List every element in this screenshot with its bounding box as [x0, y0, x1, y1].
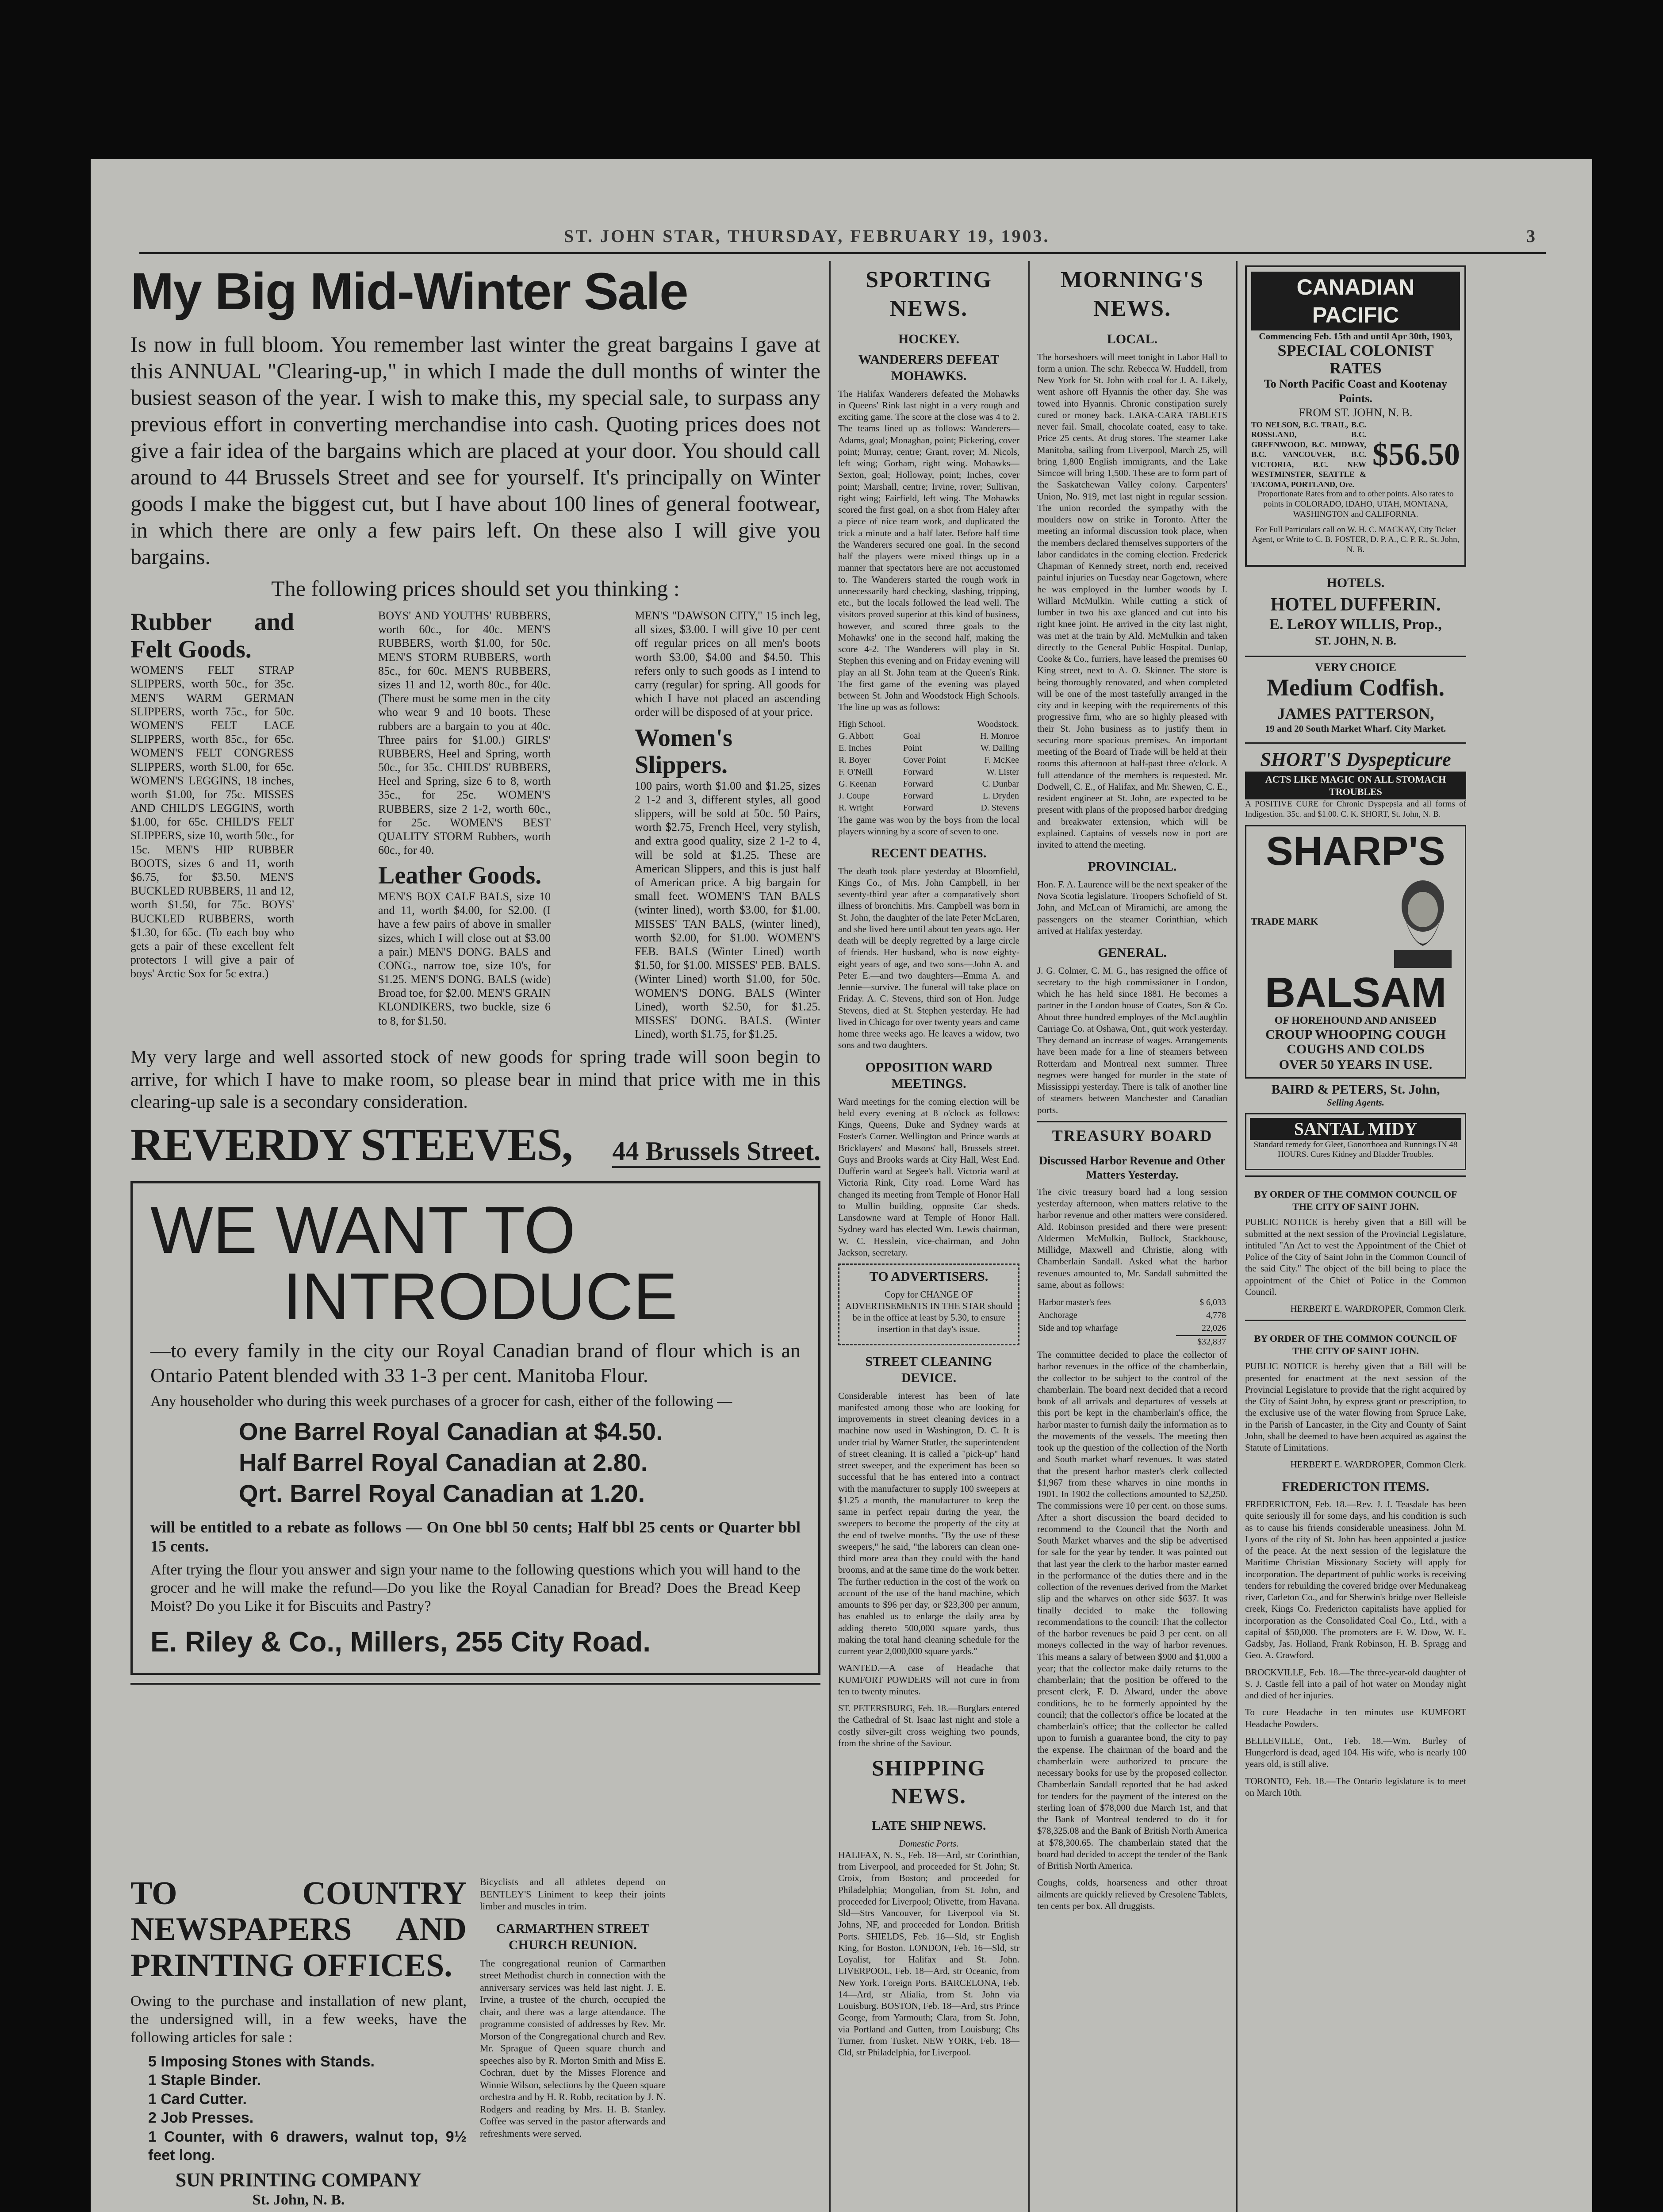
sharps-portrait-row — [1251, 875, 1460, 968]
cpr-to: To North Pacific Coast and Kootenay Points. — [1264, 377, 1448, 405]
santal-text: Standard remedy for Gleet, Gonorrhoea and Runnings IN 48 HOURS. Cures Kidney and Bladder Troubles. — [1253, 1140, 1458, 1160]
hockey-heading: HOCKEY. — [898, 332, 960, 346]
santal-name: SANTAL MIDY — [1250, 1118, 1461, 1140]
list-item: 1 Staple Binder. — [148, 2072, 261, 2089]
belleville-note: BELLEVILLE, Ont., Feb. 18.—Wm. Burley of Hungerford is dead, aged 104. His wife, who is nearly 100 years old, is still alive. — [1245, 1735, 1466, 1770]
cpr-price: $56.50 — [1372, 437, 1460, 472]
list-item: 1 Card Cutter. — [148, 2090, 247, 2108]
table-row: J. Coupe Forward L. Dryden — [839, 791, 1019, 801]
petersburg-note: ST. PETERSBURG, Feb. 18.—Burglars entered the Cathedral of St. Isaac last night and stole a costly silver-gilt cross weighing two pounds, from the shrine of the Saviour. — [838, 1703, 1019, 1748]
dyspepticure-text: A POSITIVE CURE for Chronic Dyspepsia and all forms of Indigestion. 35c. and $1.00. C. K. SHORT, St. John, N. B. — [1245, 799, 1466, 819]
list-item: 1 Counter, with 6 drawers, walnut top, 9½ feet long. — [148, 2128, 467, 2164]
lineup-col-head: Woodstock. — [977, 719, 1019, 729]
dyspepticure-name: SHORT'S Dyspepticure — [1260, 749, 1451, 771]
local-heading: LOCAL. — [1107, 332, 1158, 346]
sale-ad-address: 44 Brussels Street. — [612, 1137, 820, 1168]
column-rule — [829, 261, 831, 2212]
notice-2-heading: BY ORDER OF THE COMMON COUNCIL OF THE CITY OF SAINT JOHN. — [1254, 1333, 1457, 1356]
hotel-owner: E. LeROY WILLIS, Prop., — [1269, 616, 1442, 633]
cpr-ad — [1245, 265, 1466, 567]
cpr-special: SPECIAL COLONIST RATES — [1277, 342, 1434, 377]
notice-2-text: PUBLIC NOTICE is hereby given that a Bill will be presented for enactment at the next session of the Provincial Legislature to provide that the right acquired by the City of Saint John, by express grant or prescription, to the exclusive use of the water flowing from Spruce Lake, in the Parish of Lancaster, in the City and County of Saint John, shall be deemed to have been acquired as against the Statute of Limitations. — [1245, 1361, 1466, 1453]
sharps-ad — [1245, 825, 1466, 1079]
cpr-from: FROM ST. JOHN, N. B. — [1299, 406, 1413, 419]
rubber-column — [130, 609, 294, 1046]
left-ads-column — [130, 262, 820, 1693]
lineup-table — [838, 718, 1019, 814]
general-heading: GENERAL. — [1098, 945, 1167, 960]
sharps-trade: TRADE MARK — [1251, 916, 1318, 927]
codfish-seller: JAMES PATTERSON, — [1277, 705, 1434, 723]
womens-heading: Women's Slippers. — [635, 724, 732, 779]
advertisers-text: Copy for CHANGE OF ADVERTISEMENTS IN THE STAR should be in the office at least by 5.30, to ensure insertion in that day's issue. — [845, 1289, 1013, 1335]
column-rule — [1028, 261, 1030, 2212]
printing-ad-title: TO COUNTRY NEWSPAPERS AND PRINTING OFFICES. — [130, 1875, 467, 1984]
wanted-note: WANTED.—A case of Headache that KUMFORT POWDERS will not cure in from ten to twenty minutes. — [838, 1663, 1019, 1697]
table-row: Harbor master's fees $ 6,033 — [1038, 1298, 1226, 1307]
sharps-agents2: Selling Agents. — [1327, 1097, 1384, 1108]
toronto-note: TORONTO, Feb. 18.—The Ontario legislature is to meet on March 10th. — [1245, 1775, 1466, 1798]
dyspepticure-ad — [1245, 742, 1466, 820]
flour-ad-signoff: E. Riley & Co., Millers, 255 City Road. — [150, 1626, 651, 1658]
recent-deaths-text: The death took place yesterday at Bloomfield, Kings Co., of Mrs. John Campbell, in her seventy-third year after a comparatively short illness of bronchitis. Mrs. Campbell was born in St. John, the daughter of the late Peter McLaren, and she lived here until about ten years ago. Her death will be deeply regretted by a large circle of friends. Her husband, who is now eighty-eight years of age, and two sons—John A. and Peter E.—and two daughters—Emma A. and Jennie—survive. The funeral will take place on Friday. A. C. Stevens, third son of Hon. Judge Stevens, died at St. Stephen yesterday. He had lived in Chicago for over twenty years and came home three weeks ago. He leaves a widow, two sons and two daughters. — [838, 865, 1019, 1051]
printing-ad-place: St. John, N. B. — [252, 2191, 345, 2208]
harbor-revenue-total: $32,837 — [1176, 1335, 1226, 1348]
local-text: The horseshoers will meet tonight in Labor Hall to form a union. The schr. Rebecca W. Huddell, from New York for St. John with coal for J. A. Likely, went ashore off Hyannis the other day. She was towed into Hyannis. Chronic constipation surely cured or money back. LAKA-CARA TABLETS never fail. Small, chocolate coated, easy to take. Price 25 cents. At drug stores. The steamer Lake Manitoba, sailing from Liverpool, March 25, will bring 1,800 English immigrants, and the Lake Simcoe will bring 1,500. These are to form part of the Saskatchewan Valley colony. Carpenters' Union, No. 919, met last night in regular session. The union recorded the sympathy with the moulders now on strike in Toronto. After the meeting an informal discussion took place, when the members declared themselves supporters of the labor candidates in the coming election. Frederick Chapman of Kennedy street, north end, received painful injuries on Tuesday near Gagetown, where he was employed in the lumber woods by J. Willard McMulkin. While cutting a stick of lumber in two his axe glanced and cut into his right knee joint. He arrived in the city last night, was met at the train by Ald. McMulkin and taken directly to the General Public Hospital. Dunlap, Cooke & Co., furriers, have leased the premises 60 King street, next to A. O. Skinner. The store is being thoroughly renovated, and when completed will be one of the most tastefully arranged in the city and in keeping with the requirements of this progressive firm, who are so highly pleased with their St. John business as to justify them in securing more spacious premises. An important meeting of the Board of Trade will be held at their rooms this afternoon at half-past three o'clock. A full attendance of the members is requested. Mr. Dodwell, C. E., of Halifax, and Mr. Shewen, C. E., resident engineer at St. John, are expected to be present with plans of the proposed harbor dredging and breakwater extension, which will be explained. Captains of vessels now in port are invited to attend the meeting. — [1037, 351, 1227, 850]
flour-ad-rebate: will be entitled to a rebate as follows — On One bbl 50 cents; Half bbl 25 cents or Quarter bbl 15 cents. — [150, 1518, 801, 1555]
advertisers-box — [838, 1263, 1019, 1345]
table-row: R. Wright Forward D. Stevens — [839, 803, 1019, 813]
cpr-price-row — [1251, 420, 1460, 490]
flour-price-list — [150, 1416, 801, 1509]
cpr-title: CANADIAN PACIFIC — [1251, 272, 1460, 330]
morning-heading: MORNING'S NEWS. — [1060, 267, 1204, 321]
opposition-heading: OPPOSITION WARD MEETINGS. — [865, 1060, 992, 1091]
sporting-heading: SPORTING NEWS. — [866, 267, 992, 321]
cpr-proportionate: Proportionate Rates from and to other points. Also rates to points in COLORADO, IDAHO, UTAH, MONTANA, WASHINGTON and CALIFORNIA. — [1257, 489, 1454, 519]
flour-price-row: Qrt. Barrel Royal Canadian at 1.20. — [239, 1479, 645, 1507]
middle-lower-column — [480, 1876, 666, 2145]
flour-ad-body: —to every family in the city our Royal Canadian brand of flour which is an Ontario Patent blended with 33 1-3 per cent. Manitoba Flour. — [150, 1339, 801, 1386]
list-item: 5 Imposing Stones with Stands. — [148, 2053, 375, 2070]
table-row: G. Abbott Goal H. Monroe — [839, 731, 1019, 741]
domestic-ports-heading: Domestic Ports. — [899, 1838, 959, 1849]
womens-items: 100 pairs, worth $1.00 and $1.25, sizes 2 1-2 and 3, different styles, all good slippers, will be sold at 50c. 50 Pairs, worth $2.75, French Heel, very stylish, and extra good quality, size 2 1-2 to 4, will be sold at $1.25. These are American Slippers, and this is just half of American price. A big bargain for small feet. WOMEN'S TAN BALS (winter lined), worth $3.00, for $1.00. MISSES' TAN BALS, (winter lined), worth $2.00, for $1.00. WOMEN'S FEB. BALS (Winter Lined) worth $1.50, for $1.00. MISSES' PEB. BALS. (Winter Lined) worth $1.00, for 50c. WOMEN'S DONG. BALS (Winter Lined), worth $2.50, for $1.25. MISSES' DONG. BALS. (Winter Lined), worth $1.75, for $1.25. — [635, 779, 820, 1041]
coughs-note: Coughs, colds, hoarseness and other throat ailments are quickly relieved by Cresolene Tablets, ten cents per box. All druggists. — [1037, 1877, 1227, 1911]
table-row — [1038, 1335, 1226, 1348]
boys-column — [378, 609, 551, 1046]
table-row: F. O'Neill Forward W. Lister — [839, 767, 1019, 777]
flour-ad-line2: INTRODUCE — [283, 1259, 678, 1334]
printing-ad-body: Owing to the purchase and installation of new plant, the undersigned will, in a few weeks, have the following articles for sale : — [130, 1993, 467, 2046]
printing-ad — [130, 1876, 467, 2212]
sharps-of: OF HOREHOUND AND ANISEED — [1274, 1014, 1437, 1026]
cpr-particulars: For Full Particulars call on W. H. C. MACKAY, City Ticket Agent, or Write to C. B. FOSTER, D. P. A., C. P. R., St. John, N. B. — [1252, 525, 1460, 555]
sporting-column — [838, 265, 1019, 2063]
carmarthen-heading: CARMARTHEN STREET CHURCH REUNION. — [496, 1921, 650, 1952]
kumfort-note: To cure Headache in ten minutes use KUMFORT Headache Powders. — [1245, 1707, 1466, 1729]
late-ship-heading: LATE SHIP NEWS. — [871, 1818, 986, 1833]
sharps-over: OVER 50 YEARS IN USE. — [1279, 1057, 1433, 1072]
sale-ad-lead: The following prices should set you thinking : — [271, 576, 680, 601]
treasury-sub: Discussed Harbor Revenue and Other Matters Yesterday. — [1039, 1154, 1226, 1182]
sharps-for: CROUP WHOOPING COUGH COUGHS AND COLDS — [1265, 1027, 1446, 1056]
notice-1 — [1245, 1175, 1466, 1314]
morning-column — [1037, 265, 1227, 1917]
treasury-heading: TREASURY BOARD — [1037, 1121, 1227, 1146]
sharps-balsam: BALSAM — [1264, 968, 1447, 1016]
match-heading: WANDERERS DEFEAT MOHAWKS. — [858, 352, 1000, 383]
womens-column — [635, 609, 820, 1046]
provincial-text: Hon. F. A. Laurence will be the next speaker of the Nova Scotia legislature. Troopers Schofield of St. John, and McLean of Miramichi, are among the passengers on the steamer Corinthian, which arrived at Halifax yesterday. — [1037, 879, 1227, 936]
general-text: J. G. Colmer, C. M. G., has resigned the office of secretary to the high commissioner in London, which he has held since 1881. He becomes a partner in the London house of Coates, Son & Co. About three hundred employes of the McLaughlin Carriage Co. at Oshawa, Ont., quit work yesterday. They demand an increase of wages. Arrangements have been made for a line of steamers between Rotterdam and Montreal next summer. Three negroes were hanged for murder in the state of Mississippi yesterday. There is talk of another line of steamers between Manchester and Canadian ports. — [1037, 965, 1227, 1115]
opposition-text: Ward meetings for the coming election will be held every evening at 8 o'clock as follows: Kings, Queens, Duke and Sydney wards at Foster's Corner. Wellington and Prince wards at Bricklayers' and Masons' hall, Brussels street. Guys and Brooks wards at City Hall, West End. Dufferin ward at Segee's hall. Victoria ward at Victoria Rink, City road. Lorne Ward has changed its meeting from Temple of Honor Hall to Mullin building, opposite Car sheds. Lansdowne ward at Temple of Honor Hall. Sydney ward has elected Wm. Lewis chairman, W. C. Hesslein, vice-chairman, and John Jackson, secretary. — [838, 1096, 1019, 1258]
rubber-heading: Rubber and Felt Goods. — [130, 608, 294, 663]
treasury-text-2: The committee decided to place the collector of harbor revenues in the office of the chamberlain, the collector to be subject to the control of the chamberlain. The board next decided that a record book of all arrivals and departures of vessels at this port be kept in the chamberlain's office, the harbor master to furnish daily the information as to the movements of the vessels. The meeting then took up the question of the collection of the North and South market wharf revenues. It was stated that the present harbor master's clerk collected $1,967 from these wharves in nine months in 1901. In 1902 the collections amounted to $2,250. The commissions were 10 per cent. on those sums. After a short discussion the board decided to recommend to the Council that the North and South Market wharves and the slip be advertised for sale for the year by tender. It was pointed out that last year the clerk to the harbor master earned in the performance of the duties there and in the collection of the revenues derived from the Market slip and the wharves on other side $637. It was finally decided to make the following recommendations to the council: That the collector of the harbor revenues be paid 3 per cent. on all moneys collected in the way of harbor revenues. This means a salary of between $900 and $1,000 a year; that the collector make daily returns to the chamberlain; that the position be offered to the present clerk, F. D. Alward, under the above conditions, he to be formerly appointed by the council; that the collector's office be located at the chamberlain's office; that the collector be called upon to furnish a guarantee bond, the city to pay the expense. The chairman of the board and the chamberlain were authorized to procure the necessary books for use by the proposed collector. Chamberlain Sandall reported that he had asked for tenders for the payment of the interest on the sterling loan of $78,000 due March 1st, and that the Bank of Montreal tendered to do it for $78,325.08 and the Bank of British North America at $78,300.65. The chamberlain stated that the board had decided to accept the tender of the Bank of British North America. — [1037, 1349, 1227, 1871]
masthead — [139, 226, 1546, 254]
street-cleaning-text: Considerable interest has been of late manifested among those who are looking for improvements in street cleaning devices in a machine now used in Washington, D. C. It is under trial by Warner Stutler, the superintendent of street cleaning. It is called a "pick-up" hand street sweeper, and the experiment has been so successful that he has entered into a contract with the manufacturer to supply 100 sweepers at $1.25 a month, the manufacturer to keep the same in perfect repair during the year, the sweepers to become the property of the city at the end of twelve months. "By the use of these sweepers," he said, "the laborers can clean one-third more area than they could with the hand brooms, and at the same time do the work better. The further reduction in the cost of the work on account of the use of the hand machine, which amounts to $96 per day, or $23,300 per annum, has enabled us to enlarge the daily area by adding thereto 500,000 square yards, thus making the total hand cleaning schedule for the current year 2,000,000 square yards." — [838, 1390, 1019, 1656]
sale-ad-closing: My very large and well assorted stock of new goods for spring trade will soon begin to arrive, for which I have to make room, so please bear in mind that price with me in this clearing-up sale is a secondary consideration. — [130, 1047, 820, 1113]
boys-items: BOYS' AND YOUTHS' RUBBERS, worth 60c., for 40c. MEN'S RUBBERS, worth $1.00, for 50c. MEN'S STORM RUBBERS, worth 85c., for 60c. MEN'S RUBBERS, sizes 11 and 12, worth 80c., for 40c. (There must be some men in the city who wear 9 and 10 boots. These rubbers are a bargain to you at 40c. Three pairs for $1.00.) GIRLS' RUBBERS, Heel and Spring, worth 50c., for 35c. CHILDS' RUBBERS, Heel and Spring, size 6 to 8, worth 35c., for 25c. WOMEN'S RUBBERS, size 2 1-2, worth 60c., for 25c. WOMEN'S BEST QUALITY STORM Rubbers, worth 60c., for 40. — [378, 609, 551, 857]
sale-ad-title: My Big Mid-Winter Sale — [130, 262, 688, 321]
flour-ad-line1: WE WANT TO — [150, 1193, 576, 1267]
hotel-place: ST. JOHN, N. B. — [1315, 634, 1396, 648]
sale-ad-signature-row — [130, 1119, 820, 1171]
shipping-text: HALIFAX, N. S., Feb. 18—Ard, str Corinthian, from Liverpool, and proceeded for St. John; St. Croix, from Boston; and proceeded for Philadelphia; Mongolian, from St. John, and proceeded for Liverpool; Olivette, from Havana. Sld—Strs Vancouver, for Liverpool via St. Johns, NF, and proceeded for London. British Ports. SHIELDS, Feb. 16—Sld, str English King, for Boston. LONDON, Feb. 16—Sld, str Loyalist, for Halifax and St. John. LIVERPOOL, Feb. 18—Ard, str Oceanic, from New York. Foreign Ports. BARCELONA, Feb. 14—Ard, str Alialia, from St. John via Louisburg. BOSTON, Feb. 18—Ard, strs Prince George, from Yarmouth; Clara, from St. John, via Portland and Gutten, from Louisburg; Chs Turner, from Tusket. NEW YORK, Feb. 18—Cld, str Philadelphia, for Liverpool. — [838, 1849, 1019, 2058]
bicycle-note: Bicyclists and all athletes depend on BENTLEY'S Liniment to keep their joints limber and muscles in trim. — [480, 1876, 666, 1912]
bearded-man-portrait-icon — [1385, 875, 1460, 968]
hotel-name: HOTEL DUFFERIN. — [1270, 595, 1441, 615]
notice-1-sign: HERBERT E. WARDROPER, Common Clerk. — [1290, 1303, 1466, 1314]
masthead-dateline: ST. JOHN STAR, THURSDAY, FEBRUARY 19, 1903. — [564, 226, 1050, 246]
table-row: G. Keenan Forward C. Dunbar — [839, 779, 1019, 789]
printing-ad-signoff: SUN PRINTING COMPANY — [175, 2169, 422, 2191]
table-row: Side and top wharfage 22,026 — [1038, 1323, 1226, 1333]
sale-ad-signature: REVERDY STEEVES, — [130, 1119, 572, 1171]
notice-2-sign: HERBERT E. WARDROPER, Common Clerk. — [1290, 1459, 1466, 1470]
table-row: R. Boyer Cover Point F. McKee — [839, 755, 1019, 765]
fredericton-heading: FREDERICTON ITEMS. — [1282, 1479, 1429, 1494]
cpr-subtitle: Commencing Feb. 15th and until Apr 30th, 1903, — [1259, 331, 1452, 342]
table-row: Anchorage 4,778 — [1038, 1310, 1226, 1320]
dawson-items: MEN'S "DAWSON CITY," 15 inch leg, all sizes, $3.00. I will give 10 per cent off regular prices on all men's boots worth $3.00, $4.00 and $4.50. This refers only to such goods as I intend to carry (regular) for spring. All goods for which I have not placed an ascending order will be disposed of at your price. — [635, 609, 820, 719]
notice-2 — [1245, 1320, 1466, 1470]
sharps-agents: BAIRD & PETERS, St. John, — [1271, 1082, 1440, 1097]
codfish-title: Medium Codfish. — [1266, 674, 1445, 701]
leather-heading: Leather Goods. — [378, 862, 542, 890]
notice-1-text: PUBLIC NOTICE is hereby given that a Bill will be submitted at the next session of the Provincial Legislature, intituled "An Act to vest the Appointment of the Chief of Police of the City of Saint John in the Common Council of the said City." The object of the bill being to place the appointment of the Chief of Police in the Common Council. — [1245, 1217, 1466, 1297]
shipping-heading: SHIPPING NEWS. — [872, 1755, 986, 1808]
santal-ad — [1245, 1113, 1466, 1171]
flour-ad-offer: Any householder who during this week purchases of a grocer for cash, either of the following — — [150, 1393, 732, 1409]
newspaper-page — [91, 159, 1592, 2212]
column-rule — [1236, 261, 1238, 2212]
sporting-text: The Halifax Wanderers defeated the Mohawks in Queens' Rink last night in a very rough and exciting game. The score at the close was 4 to 2. The teams lined up as follows: Wanderers—Adams, goal; Monaghan, point; Pickering, cover point; Murray, centre; Grant, rover; M. Nicols, left wing; Gorham, right wing. Mohawks—Sexton, goal; Holloway, point; Inches, cover point; Marshall, centre; Irvine, rover; Sullivan, right wing; Fairfield, left wing. The Mohawks scored the first goal, on a shot from Haley after a piece of nice team work, and duplicated the trick a minute and a half later. Before half time the Wanderers secured one goal. In the second half the players were mixed things up in a manner that spectators here are not accustomed to. The Wanderers started the rough work in unnecessarily hard checking, slashing, tripping, etc., but the locals followed the lead well. The visitors proved superior at this kind of business, however, and scored three goals to the Mohawks' one in the second half, making the score 4-2. The Wanderers will play in St. Stephen this evening and on Friday evening will play an all St. John team at the Queen's Rink. The first game of the evening was played between St. John and Woodstock High Schools. The line up was as follows: — [838, 388, 1019, 713]
flour-ad-questions: After trying the flour you answer and sign your name to the following questions which you will hand to the grocer and he will make the refund—Do you like the Royal Canadian for Bread? Does the Bread Keep Moist? Do you Like it for Biscuits and Pastry? — [150, 1561, 801, 1614]
flour-price-row: Half Barrel Royal Canadian at 2.80. — [239, 1448, 648, 1476]
recent-deaths-heading: RECENT DEATHS. — [871, 846, 987, 860]
flour-price-row: One Barrel Royal Canadian at $4.50. — [239, 1417, 663, 1445]
brockville-note: BROCKVILLE, Feb. 18.—The three-year-old daughter of S. J. Castle fell into a pail of hot water on Monday night and died of her injuries. — [1245, 1667, 1466, 1701]
list-item: 2 Job Presses. — [148, 2109, 254, 2127]
leather-items: MEN'S BOX CALF BALS, size 10 and 11, worth $4.00, for $2.00. (I have a few pairs of above in smaller sizes, which I will close out at $3.00 a pair.) MEN'S DONG. BALS and CONG., narrow toe, size 10's, for $1.25. MEN'S DONG. BALS (wide) Broad toe, for $2.00. MEN'S GRAIN KLONDIKERS, two buckle, size 6 to 8, for $1.50. — [378, 890, 551, 1027]
right-ads-column — [1245, 265, 1466, 1804]
advertisers-heading: TO ADVERTISERS. — [869, 1269, 989, 1284]
lineup-col-head: High School. — [839, 719, 885, 729]
sharps-name: SHARP'S — [1266, 828, 1445, 874]
fredericton-text: FREDERICTON, Feb. 18.—Rev. J. J. Teasdale has been quite seriously ill for some days, and his condition is such as to cause his friends considerable uneasiness. John M. Lyons of the city of St. John has been appointed a justice of the peace. At the next session of the legislature the Maritime Christian Missionary Society will apply for incorporation. The department of public works is receiving tenders for rebuilding the covered bridge over Medunakeag river, Carleton Co., and for Sherwin's bridge over Belleisle creek, Kings Co. Fredericton capitalists have applied for incorporation as the Consolidated Coal Co., Ltd., with a capital of $50,000. The promoters are F. W. Dow, W. E. Gadsby, Jas. Holland, Frank Robinson, H. B. Spragg and Geo. A. Crawford. — [1245, 1499, 1466, 1661]
harbor-revenue-table — [1037, 1296, 1227, 1349]
lineup-result: The game was won by the boys from the local players winning by a score of seven to one. — [838, 814, 1019, 837]
table-row — [838, 718, 1019, 730]
printing-items — [130, 2052, 467, 2165]
divider — [130, 1683, 820, 1685]
treasury-text: The civic treasury board had a long session yesterday afternoon, when matters relative to the harbor revenue and other matters were considered. Ald. Robinson presided and there were present: Aldermen McMulkin, Bullock, Stackhouse, Millidge, Maxwell and Christie, along with Chamberlain Sandall. Asked what the harbor revenues amounted to, Mr. Sandall submitted the same, about as follows: — [1037, 1186, 1227, 1290]
street-cleaning-heading: STREET CLEANING DEVICE. — [865, 1354, 992, 1385]
codfish-lead: VERY CHOICE — [1245, 656, 1466, 675]
table-row: E. Inches Point W. Dalling — [839, 743, 1019, 753]
codfish-address: 19 and 20 South Market Wharf. City Market. — [1265, 723, 1446, 734]
flour-ad — [130, 1181, 820, 1675]
carmarthen-text: The congregational reunion of Carmarthen street Methodist church in connection with the anniversary services was held last night. J. E. Irvine, a trustee of the church, occupied the chair, and there was a large attendance. The programme consisted of addresses by Rev. Mr. Morson of the Congregational church and Rev. Mr. Sprague of Queen square church and speeches also by R. Morton Smith and Miss E. Cochran, duet by the Misses Florence and Winnie Wilson, selections by the Queen square orchestra and by H. R. Robb, recitation by J. N. Rodgers and reading by Mrs. H. B. Stanley. Coffee was served in the pastor afterwards and refreshments were served. — [480, 1957, 666, 2139]
dyspepticure-tag: ACTS LIKE MAGIC ON ALL STOMACH TROUBLES — [1245, 772, 1466, 799]
cpr-destinations: TO NELSON, B.C. TRAIL, B.C. ROSSLAND, B.C. GREENWOOD, B.C. MIDWAY, B.C. VANCOUVER, B.C. VICTORIA, B.C. NEW WESTMINSTER, SEATTLE & TACOMA, PORTLAND, Ore. — [1251, 420, 1366, 489]
sale-ad-price-columns — [130, 609, 820, 1046]
page-number: 3 — [1526, 226, 1537, 246]
hotels-heading: HOTELS. — [1326, 575, 1385, 590]
sale-ad-intro: Is now in full bloom. You remember last winter the great bargains I gave at this ANNUAL "Clearing-up," in which I made the dull months of winter the busiest season of the year. I wish to make this, my special sale, to surpass any previous effort in converting merchandise into cash. Quoting prices does not give a fair idea of the bargains which are placed at your door. You should call around to 44 Brussels Street and see for yourself. It's principally on Winter goods I make the biggest cut, but I have about 100 lines of general footwear, in which there are only a few pairs left. On these also I will give you bargains. — [130, 332, 820, 569]
provincial-heading: PROVINCIAL. — [1088, 859, 1177, 874]
notice-1-heading: BY ORDER OF THE COMMON COUNCIL OF THE CITY OF SAINT JOHN. — [1254, 1189, 1457, 1212]
rubber-items: WOMEN'S FELT STRAP SLIPPERS, worth 50c., for 35c. MEN'S WARM GERMAN SLIPPERS, worth 75c., for 50c. WOMEN'S FELT LACE SLIPPERS, worth 85c., for 65c. WOMEN'S FELT CONGRESS SLIPPERS, worth $1.00, for 65c. WOMEN'S LEGGINS, 18 inches, worth $1.00, for 75c. MISSES AND CHILD'S LEGGINS, worth $1.00, for 65c. CHILD'S FELT SLIPPERS, size 10, worth 50c., for 15c. MEN'S HIP RUBBER BOOTS, sizes 6 and 11, worth $6.75, for $3.50. MEN'S BUCKLED RUBBERS, 11 and 12, worth $1.50, for 75c. BOYS' BUCKLED RUBBERS, worth $1.30, for 65c. (To each boy who gets a pair of these excellent felt protectors I will give a pair of boys' Arctic Sox for 5c extra.) — [130, 664, 294, 980]
